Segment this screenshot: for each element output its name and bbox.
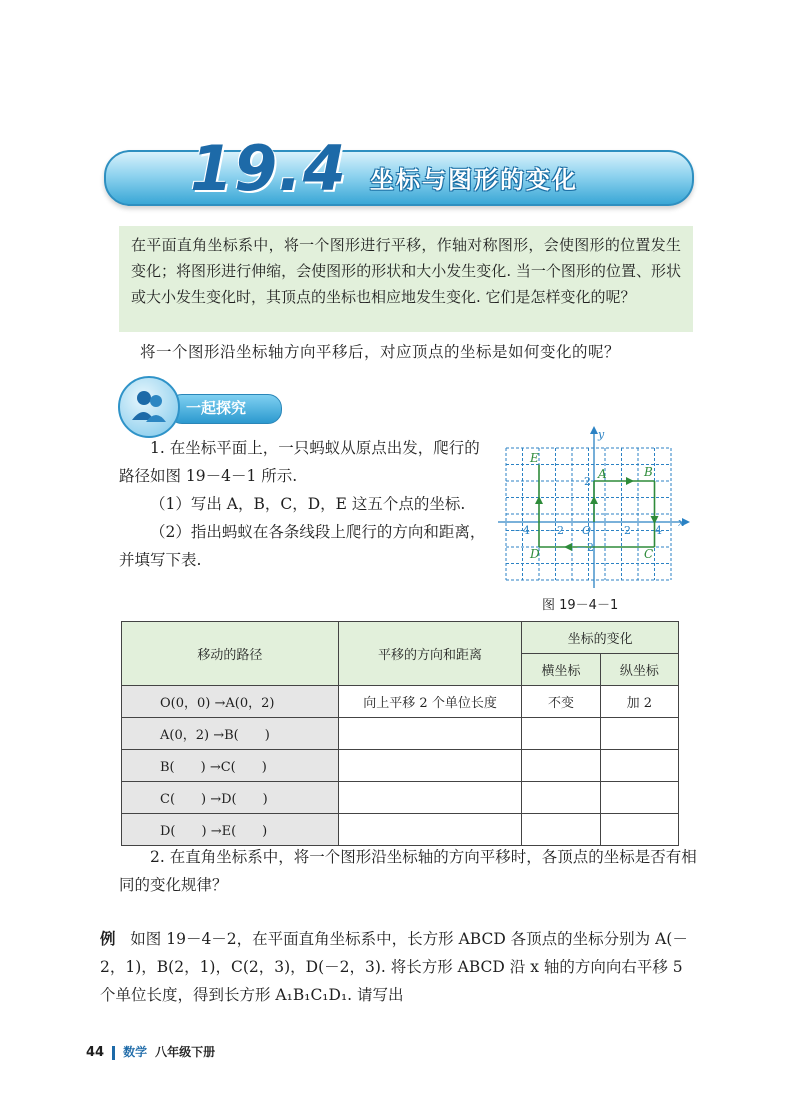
- path-cell: A(0，2) →B( ): [122, 718, 339, 750]
- table-row: [122, 782, 679, 814]
- path-cell: D( ) →E( ): [122, 814, 339, 846]
- question-1-part-1: （1）写出 A，B，C，D，E 这五个点的坐标.: [150, 495, 466, 513]
- direction-cell: [338, 750, 522, 782]
- header-coord-change: 坐标的变化: [522, 622, 679, 654]
- lead-question: 将一个图形沿坐标轴方向平移后，对应顶点的坐标是如何变化的呢？: [140, 343, 621, 361]
- x-tick-2: 2: [624, 524, 631, 537]
- figure-caption: 图 19－4－1: [542, 598, 619, 613]
- ordinate-cell: [600, 718, 678, 750]
- ordinate-cell: 加 2: [600, 686, 678, 718]
- point-label-c: C: [644, 547, 654, 561]
- abscissa-cell: 不变: [522, 686, 600, 718]
- abscissa-cell: [522, 750, 600, 782]
- example-text: 如图 19－4－2，在平面直角坐标系中，长方形 ABCD 各顶点的坐标分别为 A(－2，1)，B(2，1)，C(2，3)，D(－2，3). 将长方形 ABCD 沿 x 轴的方向向右平移 5 个单位长度，得到长方形 A₁B₁C₁D₁. 请写出: [100, 930, 688, 1004]
- subject-name: 数学: [123, 1045, 148, 1059]
- question-1-text: 1. 在坐标平面上，一只蚂蚁从原点出发，爬行的路径如图 19－4－1 所示.: [119, 439, 480, 485]
- people-icon: [118, 376, 180, 438]
- section-title: 坐标与图形的变化: [370, 166, 578, 194]
- book-name: 八年级下册: [155, 1045, 216, 1059]
- abscissa-cell: [522, 814, 600, 846]
- direction-cell: [338, 814, 522, 846]
- direction-cell: [338, 718, 522, 750]
- point-label-d: D: [530, 547, 540, 561]
- explore-label: 一起探究: [186, 399, 247, 417]
- question-2: 2. 在直角坐标系中，将一个图形沿坐标轴的方向平移时，各顶点的坐标是否有相同的变化规律？: [119, 848, 697, 894]
- origin-label: O: [582, 524, 592, 537]
- example-tag: 例: [100, 930, 116, 948]
- section-number: 19.4: [190, 132, 347, 205]
- path-cell: O(0，0) →A(0，2): [122, 686, 339, 718]
- table-row: [122, 686, 679, 718]
- page-footer: [86, 1043, 215, 1060]
- coordinate-figure: [492, 426, 692, 591]
- table-row: [122, 718, 679, 750]
- ordinate-cell: [600, 782, 678, 814]
- path-cell: C( ) →D( ): [122, 782, 339, 814]
- abscissa-cell: [522, 782, 600, 814]
- direction-cell: [338, 782, 522, 814]
- y-tick-neg2: －2: [576, 541, 594, 554]
- header-abscissa: 横坐标: [522, 654, 600, 686]
- x-tick-neg4: －4: [512, 524, 530, 537]
- y-tick-2: 2: [584, 475, 591, 488]
- point-label-b: B: [644, 465, 653, 479]
- footer-divider: [112, 1046, 115, 1060]
- point-label-e: E: [530, 451, 539, 465]
- question-1-part-2: （2）指出蚂蚁在各条线段上爬行的方向和距离，并填写下表.: [119, 523, 486, 569]
- x-tick-neg2: －2: [546, 524, 564, 537]
- translation-table: [121, 621, 679, 846]
- y-axis-label: y: [598, 428, 605, 441]
- example-block: [100, 925, 700, 1009]
- ordinate-cell: [600, 750, 678, 782]
- path-cell: B( ) →C( ): [122, 750, 339, 782]
- page-number: 44: [86, 1045, 105, 1060]
- ordinate-cell: [600, 814, 678, 846]
- question-1: [119, 434, 489, 574]
- table-row: [122, 750, 679, 782]
- point-label-a: A: [598, 467, 607, 481]
- header-ordinate: 纵坐标: [600, 654, 678, 686]
- x-tick-4: 4: [655, 524, 662, 537]
- table-row: [122, 814, 679, 846]
- direction-cell: 向上平移 2 个单位长度: [338, 686, 522, 718]
- header-direction: 平移的方向和距离: [338, 622, 522, 686]
- intro-text: 在平面直角坐标系中，将一个图形进行平移，作轴对称图形，会使图形的位置发生变化；将图形进行伸缩，会使图形的形状和大小发生变化. 当一个图形的位置、形状或大小发生变化时，其顶点的坐标也相应地发生变化. 它们是怎样变化的呢？: [131, 236, 681, 306]
- x-axis-label: x: [678, 516, 685, 529]
- abscissa-cell: [522, 718, 600, 750]
- header-path: 移动的路径: [122, 622, 339, 686]
- intro-box: [119, 226, 693, 332]
